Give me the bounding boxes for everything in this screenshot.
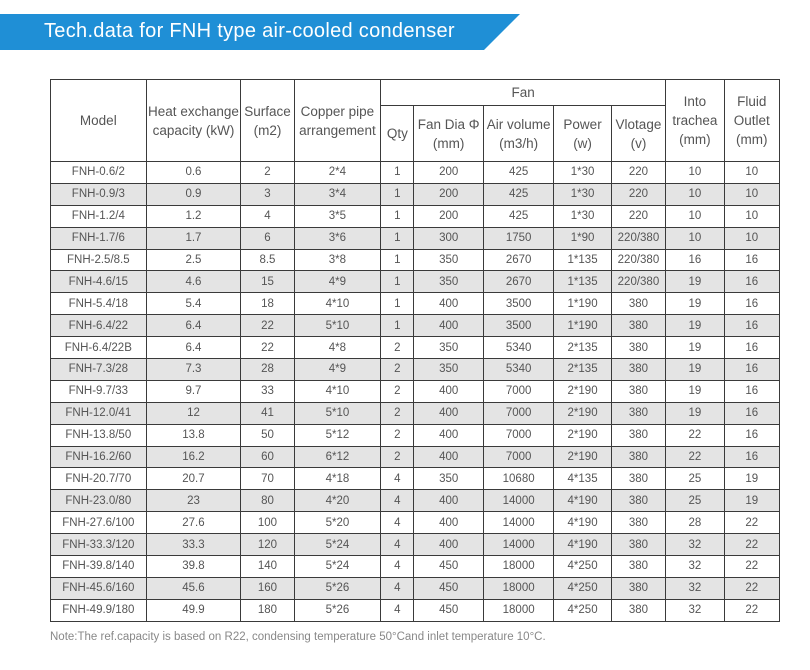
cell-fluid-outlet: 16 [724, 293, 779, 315]
cell-fluid-outlet: 16 [724, 315, 779, 337]
cell-copper-pipe: 4*20 [294, 490, 381, 512]
cell-surface: 4 [241, 205, 294, 227]
cell-heat-capacity: 23 [146, 490, 241, 512]
cell-into-trachea: 10 [666, 162, 724, 184]
cell-air-volume: 7000 [483, 380, 553, 402]
cell-fluid-outlet: 16 [724, 402, 779, 424]
cell-voltage: 380 [611, 424, 665, 446]
cell-model: FNH-16.2/60 [51, 446, 147, 468]
cell-voltage: 380 [611, 512, 665, 534]
cell-fan-dia: 200 [414, 183, 483, 205]
cell-air-volume: 14000 [483, 490, 553, 512]
header-qty: Qty [381, 106, 414, 162]
cell-air-volume: 3500 [483, 293, 553, 315]
cell-air-volume: 2670 [483, 271, 553, 293]
cell-air-volume: 18000 [483, 556, 553, 578]
cell-fan-dia: 400 [414, 424, 483, 446]
cell-fan-dia: 400 [414, 402, 483, 424]
cell-heat-capacity: 2.5 [146, 249, 241, 271]
cell-fan-dia: 400 [414, 534, 483, 556]
cell-fluid-outlet: 16 [724, 271, 779, 293]
cell-qty: 1 [381, 249, 414, 271]
cell-power: 4*250 [554, 556, 611, 578]
cell-air-volume: 18000 [483, 599, 553, 621]
cell-air-volume: 14000 [483, 534, 553, 556]
cell-into-trachea: 19 [666, 315, 724, 337]
cell-heat-capacity: 12 [146, 402, 241, 424]
cell-power: 2*190 [554, 402, 611, 424]
table-row [51, 534, 780, 556]
table-row [51, 402, 780, 424]
cell-model: FNH-7.3/28 [51, 359, 147, 381]
cell-fluid-outlet: 19 [724, 468, 779, 490]
cell-copper-pipe: 4*9 [294, 359, 381, 381]
cell-fluid-outlet: 22 [724, 577, 779, 599]
cell-fan-dia: 400 [414, 490, 483, 512]
cell-copper-pipe: 5*12 [294, 424, 381, 446]
cell-model: FNH-6.4/22 [51, 315, 147, 337]
cell-qty: 4 [381, 468, 414, 490]
table-row [51, 424, 780, 446]
cell-model: FNH-12.0/41 [51, 402, 147, 424]
cell-copper-pipe: 2*4 [294, 162, 381, 184]
cell-fluid-outlet: 16 [724, 424, 779, 446]
cell-heat-capacity: 27.6 [146, 512, 241, 534]
cell-power: 4*190 [554, 512, 611, 534]
cell-surface: 50 [241, 424, 294, 446]
cell-model: FNH-4.6/15 [51, 271, 147, 293]
cell-air-volume: 7000 [483, 446, 553, 468]
cell-qty: 1 [381, 162, 414, 184]
cell-surface: 15 [241, 271, 294, 293]
cell-heat-capacity: 6.4 [146, 315, 241, 337]
cell-fan-dia: 450 [414, 577, 483, 599]
header-air-volume: Air volume (m3/h) [483, 106, 553, 162]
cell-power: 2*190 [554, 380, 611, 402]
cell-surface: 22 [241, 315, 294, 337]
cell-into-trachea: 19 [666, 380, 724, 402]
cell-qty: 2 [381, 446, 414, 468]
cell-heat-capacity: 45.6 [146, 577, 241, 599]
cell-power: 1*30 [554, 162, 611, 184]
cell-fluid-outlet: 22 [724, 512, 779, 534]
cell-power: 1*30 [554, 205, 611, 227]
cell-qty: 2 [381, 337, 414, 359]
cell-air-volume: 425 [483, 205, 553, 227]
cell-model: FNH-20.7/70 [51, 468, 147, 490]
cell-surface: 33 [241, 380, 294, 402]
cell-air-volume: 2670 [483, 249, 553, 271]
cell-power: 4*250 [554, 577, 611, 599]
cell-surface: 2 [241, 162, 294, 184]
cell-model: FNH-27.6/100 [51, 512, 147, 534]
cell-fan-dia: 400 [414, 293, 483, 315]
header-fluid-outlet: Fluid Outlet (mm) [724, 80, 779, 162]
table-row [51, 293, 780, 315]
table-row [51, 359, 780, 381]
cell-into-trachea: 32 [666, 577, 724, 599]
cell-model: FNH-33.3/120 [51, 534, 147, 556]
cell-fan-dia: 200 [414, 205, 483, 227]
cell-fluid-outlet: 16 [724, 380, 779, 402]
cell-qty: 4 [381, 512, 414, 534]
cell-surface: 100 [241, 512, 294, 534]
cell-qty: 2 [381, 359, 414, 381]
cell-fan-dia: 450 [414, 599, 483, 621]
cell-fluid-outlet: 10 [724, 205, 779, 227]
cell-power: 2*135 [554, 359, 611, 381]
cell-copper-pipe: 3*6 [294, 227, 381, 249]
cell-air-volume: 14000 [483, 512, 553, 534]
cell-qty: 4 [381, 490, 414, 512]
cell-copper-pipe: 5*24 [294, 556, 381, 578]
cell-fan-dia: 200 [414, 162, 483, 184]
cell-into-trachea: 22 [666, 446, 724, 468]
cell-power: 4*135 [554, 468, 611, 490]
cell-into-trachea: 32 [666, 599, 724, 621]
cell-fluid-outlet: 16 [724, 337, 779, 359]
cell-qty: 2 [381, 380, 414, 402]
cell-heat-capacity: 9.7 [146, 380, 241, 402]
cell-power: 1*190 [554, 293, 611, 315]
header-copper-pipe: Copper pipe arrangement [294, 80, 381, 162]
table-row [51, 599, 780, 621]
cell-fan-dia: 350 [414, 249, 483, 271]
cell-fluid-outlet: 16 [724, 359, 779, 381]
table-row [51, 490, 780, 512]
cell-into-trachea: 28 [666, 512, 724, 534]
cell-power: 2*190 [554, 446, 611, 468]
cell-fan-dia: 400 [414, 380, 483, 402]
cell-surface: 60 [241, 446, 294, 468]
cell-fluid-outlet: 22 [724, 534, 779, 556]
cell-model: FNH-13.8/50 [51, 424, 147, 446]
cell-copper-pipe: 4*10 [294, 380, 381, 402]
cell-voltage: 380 [611, 490, 665, 512]
header-voltage: Vlotage (v) [611, 106, 665, 162]
cell-copper-pipe: 6*12 [294, 446, 381, 468]
spec-table [50, 79, 780, 622]
cell-heat-capacity: 0.6 [146, 162, 241, 184]
cell-model: FNH-39.8/140 [51, 556, 147, 578]
cell-copper-pipe: 4*8 [294, 337, 381, 359]
cell-heat-capacity: 1.7 [146, 227, 241, 249]
cell-model: FNH-0.9/3 [51, 183, 147, 205]
cell-voltage: 380 [611, 293, 665, 315]
cell-copper-pipe: 5*10 [294, 315, 381, 337]
cell-model: FNH-9.7/33 [51, 380, 147, 402]
cell-qty: 1 [381, 183, 414, 205]
cell-qty: 1 [381, 271, 414, 293]
cell-surface: 180 [241, 599, 294, 621]
cell-qty: 4 [381, 556, 414, 578]
cell-voltage: 380 [611, 534, 665, 556]
cell-air-volume: 18000 [483, 577, 553, 599]
cell-voltage: 380 [611, 380, 665, 402]
cell-power: 4*250 [554, 599, 611, 621]
cell-copper-pipe: 4*18 [294, 468, 381, 490]
cell-surface: 160 [241, 577, 294, 599]
table-row [51, 446, 780, 468]
cell-fan-dia: 350 [414, 468, 483, 490]
cell-into-trachea: 25 [666, 490, 724, 512]
header-surface: Surface (m2) [241, 80, 294, 162]
cell-copper-pipe: 3*5 [294, 205, 381, 227]
cell-air-volume: 5340 [483, 359, 553, 381]
cell-surface: 18 [241, 293, 294, 315]
cell-fan-dia: 350 [414, 271, 483, 293]
cell-copper-pipe: 5*10 [294, 402, 381, 424]
cell-qty: 1 [381, 293, 414, 315]
cell-copper-pipe: 5*26 [294, 599, 381, 621]
cell-model: FNH-1.7/6 [51, 227, 147, 249]
cell-surface: 70 [241, 468, 294, 490]
cell-power: 1*30 [554, 183, 611, 205]
cell-copper-pipe: 5*24 [294, 534, 381, 556]
cell-into-trachea: 10 [666, 227, 724, 249]
cell-air-volume: 425 [483, 162, 553, 184]
cell-air-volume: 1750 [483, 227, 553, 249]
header-fan-dia: Fan Dia Φ (mm) [414, 106, 483, 162]
cell-qty: 1 [381, 227, 414, 249]
cell-into-trachea: 22 [666, 424, 724, 446]
cell-voltage: 380 [611, 315, 665, 337]
spec-table-body [51, 162, 780, 622]
cell-into-trachea: 32 [666, 534, 724, 556]
cell-copper-pipe: 4*9 [294, 271, 381, 293]
cell-fan-dia: 400 [414, 446, 483, 468]
cell-voltage: 380 [611, 446, 665, 468]
cell-surface: 3 [241, 183, 294, 205]
cell-into-trachea: 19 [666, 337, 724, 359]
cell-power: 1*190 [554, 315, 611, 337]
cell-heat-capacity: 39.8 [146, 556, 241, 578]
cell-fan-dia: 350 [414, 359, 483, 381]
cell-fluid-outlet: 10 [724, 162, 779, 184]
table-row [51, 556, 780, 578]
cell-power: 1*135 [554, 249, 611, 271]
cell-qty: 4 [381, 534, 414, 556]
cell-heat-capacity: 33.3 [146, 534, 241, 556]
cell-voltage: 220/380 [611, 271, 665, 293]
cell-fan-dia: 300 [414, 227, 483, 249]
cell-air-volume: 5340 [483, 337, 553, 359]
cell-qty: 2 [381, 402, 414, 424]
cell-fluid-outlet: 22 [724, 556, 779, 578]
cell-voltage: 220 [611, 183, 665, 205]
cell-voltage: 380 [611, 359, 665, 381]
header-heat-capacity: Heat exchange capacity (kW) [146, 80, 241, 162]
cell-voltage: 380 [611, 468, 665, 490]
cell-qty: 4 [381, 577, 414, 599]
header-fan: Fan [381, 80, 666, 106]
table-row [51, 337, 780, 359]
cell-surface: 80 [241, 490, 294, 512]
cell-air-volume: 7000 [483, 424, 553, 446]
cell-fluid-outlet: 16 [724, 249, 779, 271]
cell-heat-capacity: 5.4 [146, 293, 241, 315]
cell-heat-capacity: 20.7 [146, 468, 241, 490]
cell-into-trachea: 19 [666, 271, 724, 293]
cell-heat-capacity: 4.6 [146, 271, 241, 293]
cell-voltage: 380 [611, 556, 665, 578]
table-row [51, 227, 780, 249]
cell-copper-pipe: 5*20 [294, 512, 381, 534]
cell-fluid-outlet: 19 [724, 490, 779, 512]
cell-into-trachea: 32 [666, 556, 724, 578]
cell-model: FNH-6.4/22B [51, 337, 147, 359]
cell-air-volume: 3500 [483, 315, 553, 337]
cell-copper-pipe: 3*8 [294, 249, 381, 271]
cell-power: 2*190 [554, 424, 611, 446]
cell-qty: 1 [381, 315, 414, 337]
title-banner [0, 14, 520, 50]
cell-qty: 4 [381, 599, 414, 621]
table-row [51, 183, 780, 205]
cell-heat-capacity: 6.4 [146, 337, 241, 359]
cell-surface: 140 [241, 556, 294, 578]
cell-model: FNH-23.0/80 [51, 490, 147, 512]
cell-voltage: 220/380 [611, 249, 665, 271]
table-row [51, 271, 780, 293]
header-into-trachea: Into trachea (mm) [666, 80, 724, 162]
cell-air-volume: 7000 [483, 402, 553, 424]
cell-voltage: 220 [611, 162, 665, 184]
cell-power: 1*135 [554, 271, 611, 293]
cell-heat-capacity: 16.2 [146, 446, 241, 468]
cell-surface: 22 [241, 337, 294, 359]
table-row [51, 468, 780, 490]
cell-surface: 28 [241, 359, 294, 381]
table-row [51, 249, 780, 271]
cell-fluid-outlet: 16 [724, 446, 779, 468]
table-row [51, 315, 780, 337]
cell-voltage: 220 [611, 205, 665, 227]
cell-air-volume: 425 [483, 183, 553, 205]
cell-heat-capacity: 1.2 [146, 205, 241, 227]
cell-model: FNH-1.2/4 [51, 205, 147, 227]
cell-surface: 6 [241, 227, 294, 249]
cell-heat-capacity: 13.8 [146, 424, 241, 446]
cell-model: FNH-49.9/180 [51, 599, 147, 621]
cell-heat-capacity: 0.9 [146, 183, 241, 205]
cell-copper-pipe: 5*26 [294, 577, 381, 599]
cell-fluid-outlet: 22 [724, 599, 779, 621]
cell-into-trachea: 10 [666, 205, 724, 227]
cell-heat-capacity: 49.9 [146, 599, 241, 621]
cell-fluid-outlet: 10 [724, 183, 779, 205]
cell-surface: 8.5 [241, 249, 294, 271]
header-power: Power (w) [554, 106, 611, 162]
cell-fluid-outlet: 10 [724, 227, 779, 249]
cell-into-trachea: 19 [666, 359, 724, 381]
cell-voltage: 380 [611, 402, 665, 424]
cell-into-trachea: 19 [666, 293, 724, 315]
footnote: Note:The ref.capacity is based on R22, condensing temperature 50°Cand inlet temperature 10°C. [50, 631, 546, 643]
table-row [51, 205, 780, 227]
table-row [51, 162, 780, 184]
cell-heat-capacity: 7.3 [146, 359, 241, 381]
cell-fan-dia: 450 [414, 556, 483, 578]
cell-power: 4*190 [554, 534, 611, 556]
cell-into-trachea: 16 [666, 249, 724, 271]
cell-fan-dia: 400 [414, 315, 483, 337]
cell-copper-pipe: 4*10 [294, 293, 381, 315]
cell-voltage: 380 [611, 577, 665, 599]
cell-surface: 41 [241, 402, 294, 424]
cell-into-trachea: 19 [666, 402, 724, 424]
cell-power: 2*135 [554, 337, 611, 359]
cell-model: FNH-5.4/18 [51, 293, 147, 315]
page-title: Tech.data for FNH type air-cooled condenser [44, 20, 455, 42]
cell-voltage: 380 [611, 599, 665, 621]
cell-voltage: 220/380 [611, 227, 665, 249]
cell-copper-pipe: 3*4 [294, 183, 381, 205]
cell-model: FNH-45.6/160 [51, 577, 147, 599]
cell-model: FNH-0.6/2 [51, 162, 147, 184]
cell-air-volume: 10680 [483, 468, 553, 490]
header-model: Model [51, 80, 147, 162]
cell-into-trachea: 10 [666, 183, 724, 205]
cell-model: FNH-2.5/8.5 [51, 249, 147, 271]
table-row [51, 512, 780, 534]
table-row [51, 577, 780, 599]
cell-power: 4*190 [554, 490, 611, 512]
cell-qty: 2 [381, 424, 414, 446]
cell-voltage: 380 [611, 337, 665, 359]
cell-into-trachea: 25 [666, 468, 724, 490]
cell-power: 1*90 [554, 227, 611, 249]
cell-surface: 120 [241, 534, 294, 556]
table-row [51, 380, 780, 402]
cell-fan-dia: 350 [414, 337, 483, 359]
cell-qty: 1 [381, 205, 414, 227]
cell-fan-dia: 400 [414, 512, 483, 534]
